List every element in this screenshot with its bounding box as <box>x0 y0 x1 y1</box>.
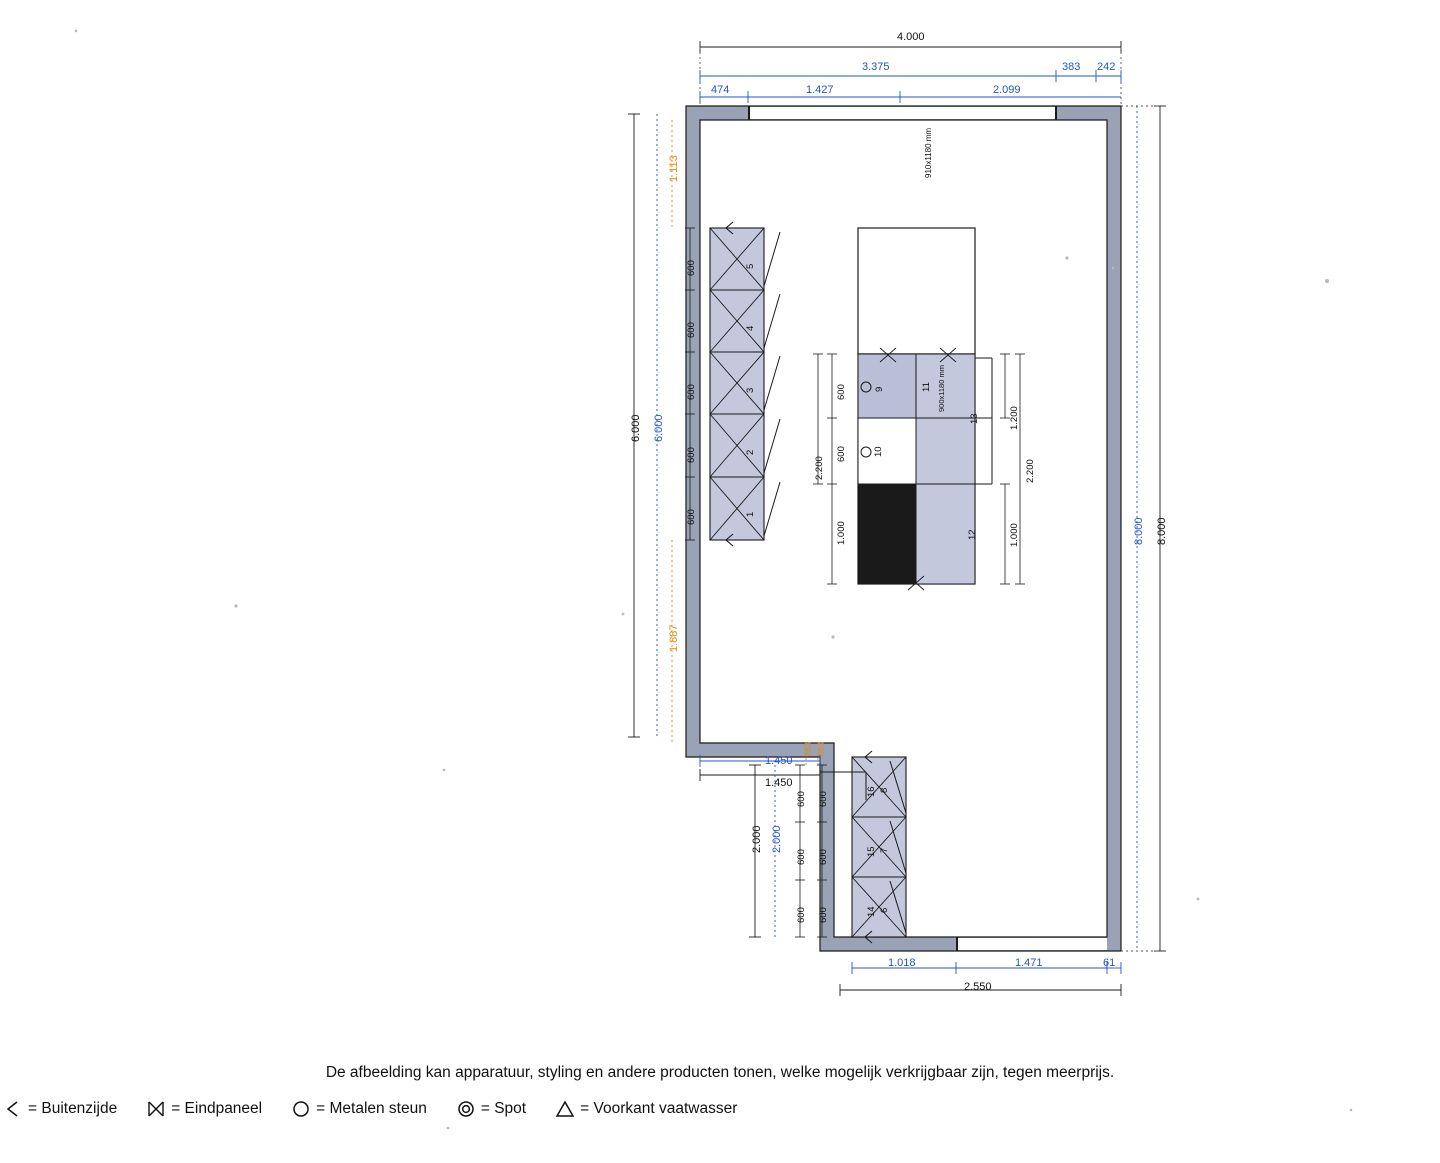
dim-top-474: 474 <box>711 84 730 96</box>
metalen-steun-icon <box>288 1098 314 1120</box>
dimension-lines-top <box>700 41 1121 106</box>
legend-label-eindpaneel: = Eindpaneel <box>171 1100 263 1117</box>
dim-left-6000-blue: 6.000 <box>653 414 665 442</box>
dim-bottom-600-a2: 600 <box>796 849 807 865</box>
island-label-10: 10 <box>873 446 884 457</box>
dim-right-8000-blue: 8.000 <box>1133 517 1145 545</box>
dim-top-1427: 1.427 <box>806 84 834 96</box>
island-label-11: 11 <box>921 382 932 392</box>
island-appliance-note: 900x1180 mm <box>937 365 946 412</box>
dim-top-4000: 4.000 <box>897 31 925 43</box>
legend-label-spot: = Spot <box>480 1100 527 1117</box>
cabinet-label-6: 6 <box>879 907 890 913</box>
dim-1450-blue: 1.450 <box>765 755 793 767</box>
dim-top-3375: 3.375 <box>862 61 890 73</box>
dim-bottom-2550: 2.550 <box>964 981 992 993</box>
island-dim-1000-right: 1.000 <box>1009 523 1020 547</box>
dim-bottom-61: 61 <box>1103 957 1116 969</box>
cabinet-label-8: 8 <box>879 787 890 793</box>
dim-1450-black: 1.450 <box>765 777 793 789</box>
island-label-13: 13 <box>969 413 980 424</box>
dim-bottom-600-a1: 600 <box>796 907 807 923</box>
voorkant-vaatwasser-icon <box>552 1098 578 1120</box>
dim-top-2099: 2.099 <box>993 84 1021 96</box>
island-dim-600-b: 600 <box>836 446 847 462</box>
dim-top-383: 383 <box>1062 61 1081 73</box>
dim-left-cab-600-2: 600 <box>686 447 697 463</box>
legend-label-buitenzijde: = Buitenzijde <box>28 1100 118 1117</box>
island-dim-1000-left: 1.000 <box>836 521 847 545</box>
legend-item-metalen-steun <box>288 1098 427 1120</box>
legend-label-metalen-steun: = Metalen steun <box>316 1100 427 1117</box>
island-dim-2200-right: 2.200 <box>1025 459 1036 483</box>
dim-bottom-600-a3: 600 <box>796 791 807 807</box>
dim-left-cab-600-3: 600 <box>686 384 697 400</box>
footer-note: De afbeelding kan apparatuur, styling en andere producten tonen, welke mogelijk verkrijgbaar zijn, tegen meerprijs. <box>325 1064 1115 1081</box>
island-label-9: 9 <box>874 386 885 392</box>
dimension-lines-top-blue <box>700 70 1121 103</box>
dim-top-242: 242 <box>1097 61 1116 73</box>
legend-item-buitenzijde <box>0 1098 117 1120</box>
cabinet-label-4: 4 <box>745 325 756 331</box>
buitenzijde-icon <box>0 1098 26 1120</box>
dim-left-cab-600-5: 600 <box>686 260 697 276</box>
cabinet-label-3: 3 <box>745 387 756 393</box>
legend-item-spot <box>453 1098 526 1120</box>
dim-left-cab-600-1: 600 <box>686 509 697 525</box>
eindpaneel-icon <box>143 1098 169 1120</box>
legend-label-voorkant-vaatwasser: = Voorkant vaatwasser <box>580 1100 738 1117</box>
dim-left-1887: 1.887 <box>668 624 680 652</box>
dim-bottom-1471: 1.471 <box>1015 957 1043 969</box>
dim-left-1113: 1.113 <box>668 155 680 182</box>
dim-bottom-600-b2: 600 <box>818 849 829 865</box>
dim-left-6000-black: 6.000 <box>630 414 642 442</box>
island-dim-1200: 1.200 <box>1009 406 1020 430</box>
cabinet-label-14: 14 <box>866 906 877 917</box>
dim-left-cab-600-4: 600 <box>686 322 697 338</box>
cabinet-label-15: 15 <box>866 846 877 857</box>
dim-263-b: 263 <box>816 741 826 757</box>
cabinet-label-5: 5 <box>745 263 756 269</box>
dim-right-8000-black: 8.000 <box>1156 517 1168 545</box>
island-dim-600-a: 600 <box>836 384 847 400</box>
dim-263-a: 263 <box>803 741 813 757</box>
legend-item-eindpaneel <box>143 1098 262 1120</box>
dim-bottom-1018: 1.018 <box>888 957 916 969</box>
island-label-12: 12 <box>967 529 978 540</box>
legend-item-voorkant-vaatwasser <box>552 1098 737 1120</box>
cabinet-label-2: 2 <box>745 449 756 455</box>
legend <box>0 1098 1440 1120</box>
dim-2000-blue: 2.000 <box>771 825 783 853</box>
cabinet-label-16: 16 <box>866 786 877 797</box>
spot-icon <box>453 1098 479 1120</box>
window-note: 910x1180 mm <box>924 127 933 178</box>
dim-bottom-600-b3: 600 <box>818 791 829 807</box>
dim-bottom-600-b1: 600 <box>818 907 829 923</box>
cabinet-label-1: 1 <box>745 511 756 517</box>
dim-2000-black: 2.000 <box>751 825 763 853</box>
cabinet-label-7: 7 <box>879 847 890 853</box>
island-dim-2200-left: 2.200 <box>814 456 825 480</box>
